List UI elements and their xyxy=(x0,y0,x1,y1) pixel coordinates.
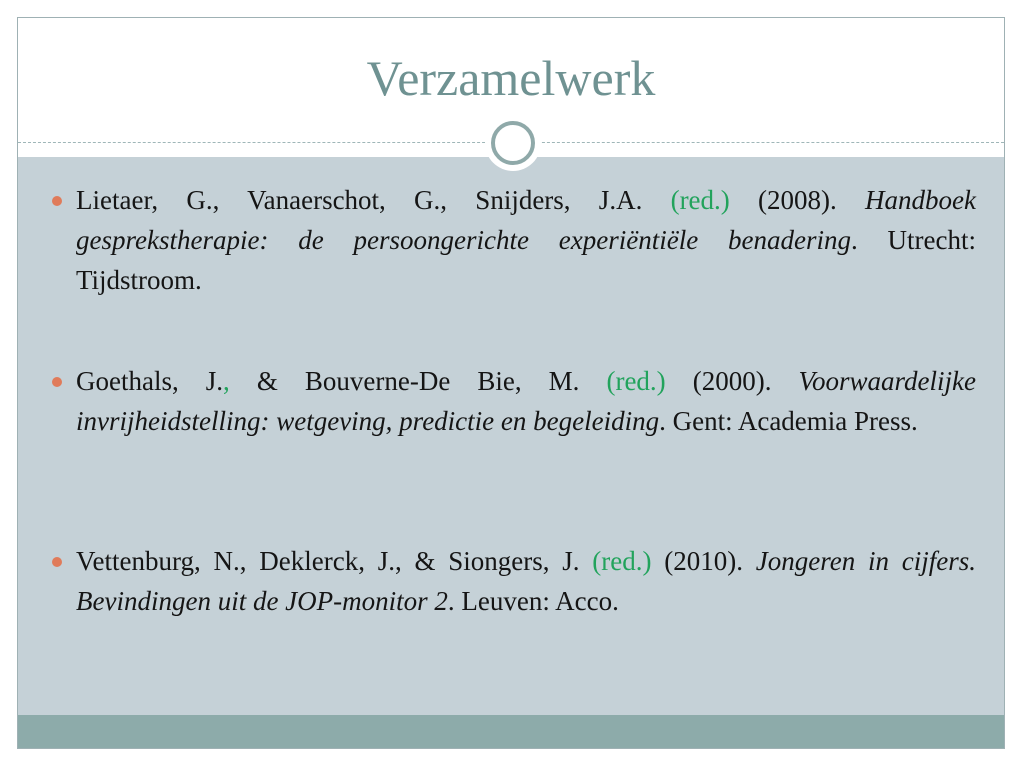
bullet-icon xyxy=(52,196,62,206)
reference-publisher: . Gent: Academia Press. xyxy=(659,406,918,436)
reference-year: (2000). xyxy=(692,366,772,396)
reference-authors: Goethals, J. xyxy=(76,366,224,396)
reference-year: (2010). xyxy=(664,546,744,576)
reference-title: Jongeren in cijfers. Bevindingen uit de JOP-monitor 2 xyxy=(76,546,977,616)
reference-item xyxy=(76,361,976,441)
circle-ornament-icon xyxy=(485,115,541,171)
reference-year: (2008). xyxy=(758,185,837,215)
reference-item xyxy=(76,180,976,300)
green-comma: , xyxy=(223,366,230,396)
reference-authors: Vettenburg, N., Deklerck, J., & Siongers, J. xyxy=(76,546,580,576)
reference-item xyxy=(76,541,976,621)
reference-authors: Lietaer, G., Vanaerschot, G., Snijders, J.A. xyxy=(76,185,643,215)
reference-publisher: . Utrecht: Tijdstroom. xyxy=(76,225,976,295)
reference-authors-rest: & Bouverne-De Bie, M. xyxy=(229,366,580,396)
reference-title: Voorwaardelijke invrijheidstelling: wetgeving, predictie en begeleiding xyxy=(76,366,976,436)
content-area xyxy=(18,157,1004,717)
editor-tag: (red.) xyxy=(592,546,652,576)
bullet-icon xyxy=(52,377,62,387)
editor-tag: (red.) xyxy=(606,366,666,396)
reference-publisher: . Leuven: Acco. xyxy=(447,586,619,616)
bullet-icon xyxy=(52,557,62,567)
footer-band xyxy=(18,715,1004,748)
slide xyxy=(17,17,1005,749)
editor-tag: (red.) xyxy=(670,185,730,215)
reference-title: Handboek gesprekstherapie: de persoongerichte experiëntiële benadering xyxy=(76,185,976,255)
slide-title: Verzamelwerk xyxy=(366,50,656,106)
ornament-ring xyxy=(491,121,535,165)
